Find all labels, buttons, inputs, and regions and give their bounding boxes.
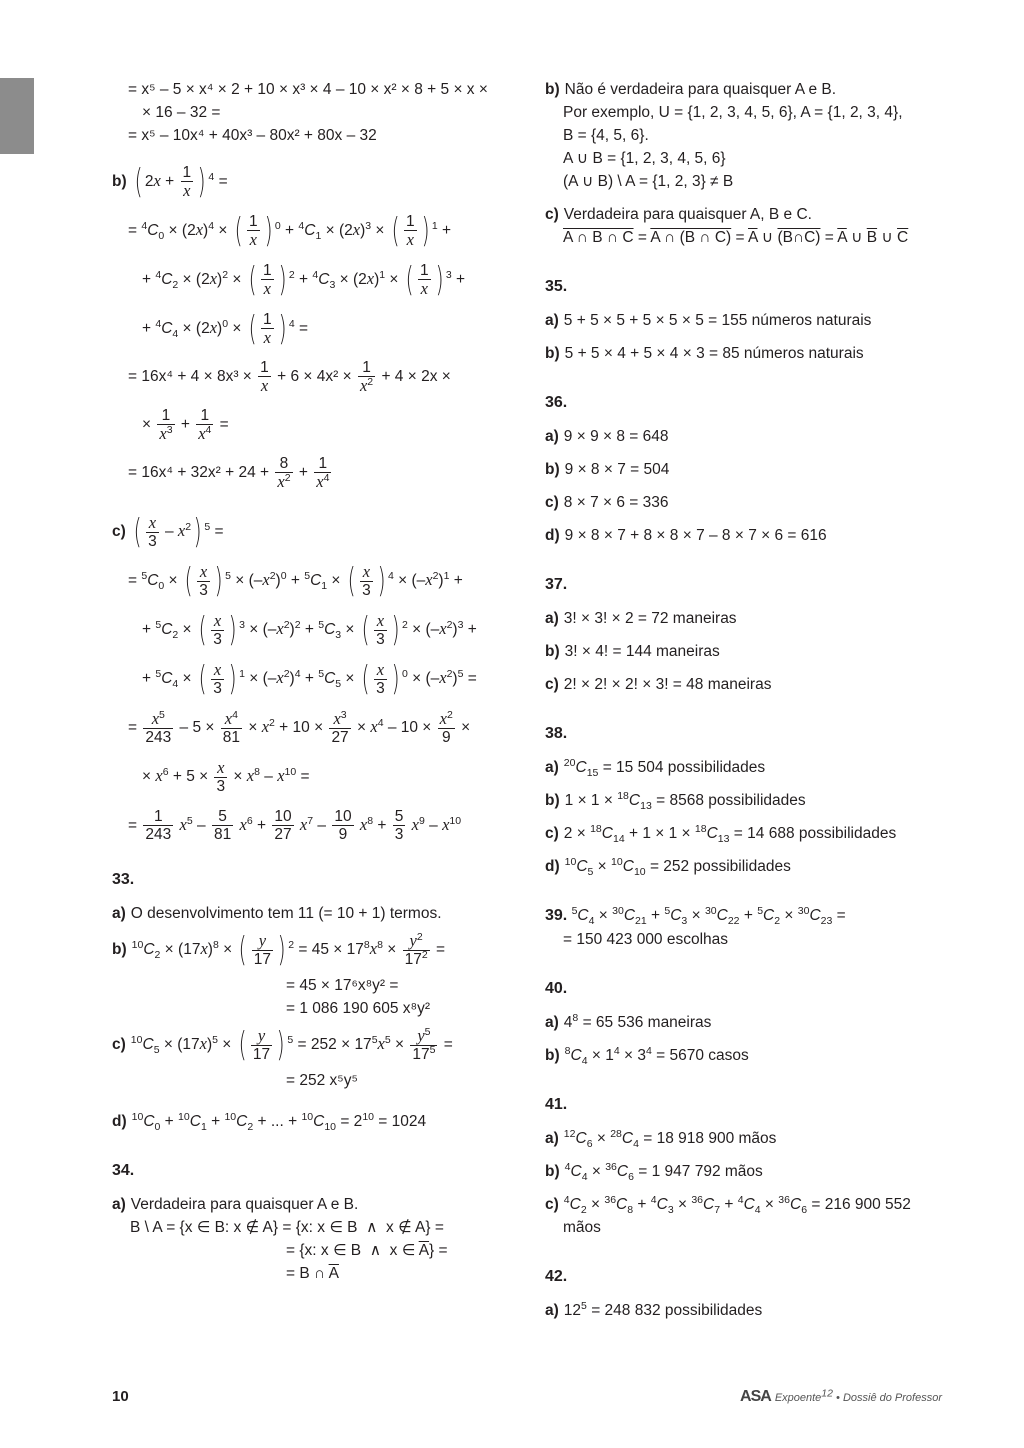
q32b-label: b) — [112, 173, 127, 190]
q33c-line1: c) $^{10}C_5 \times (17x)^5$ × ( $\frac{y}{17}$ ) $^5 = 252 \times 17^5x^5$ × $\frac{y^5}{17^5}$ = — [112, 1024, 453, 1065]
q41a: a) $^{12}C_6 \times ^{28}C_4 = 18$ 918 900 mãos — [545, 1127, 777, 1151]
q34b-ex3: A ∪ B = {1, 2, 3, 4, 5, 6} — [563, 150, 726, 167]
q41c-line2: mãos — [563, 1219, 601, 1236]
q33-number: 33. — [112, 871, 135, 888]
q34b: b) Não é verdadeira para quaisquer A e B. — [545, 81, 837, 98]
q36b: b) 9 × 8 × 7 = 504 — [545, 461, 670, 478]
q32a-line2: × 16 – 32 = — [142, 104, 221, 121]
q35b: b) 5 + 5 × 4 + 5 × 4 × 3 = 85 números naturais — [545, 345, 864, 362]
q38d: d) $^{10}C_5 \times ^{10}C_{10} = 252$ possibilidades — [545, 855, 791, 879]
q42a: a) $12^5 = 248$ 832 possibilidades — [545, 1299, 763, 1319]
q38b: b) $1 \times 1 \times ^{18}C_{13} = 8568$ possibilidades — [545, 789, 806, 813]
q38c: c) $2 \times ^{18}C_{14} + 1 \times 1 \times ^{18}C_{13} = 14$ 688 possibilidades — [545, 822, 897, 846]
q32c-statement: c) ( $\frac{x}{3}$ – $x^2$) $^5$ = — [112, 511, 224, 552]
q34a-line3: = {x: x ∈ B ∧ x ∈ $\overline{A}$} = — [286, 1242, 448, 1259]
q35a: a) 5 + 5 × 5 + 5 × 5 × 5 = 155 números naturais — [545, 312, 872, 329]
footer-brand: ASA Expoente$^{12}$ • Dossiê do Professor — [740, 1387, 942, 1405]
q39-result: = 150 423 000 escolhas — [563, 931, 729, 948]
q36c: c) 8 × 7 × 6 = 336 — [545, 494, 669, 511]
brand-logo: ASA — [740, 1388, 771, 1405]
page-number: 10 — [112, 1388, 129, 1405]
q32c-line4: + $^5C_4$ × ( $\frac{x}{3}$ ) $^1 \times (-x^2)^4 + ^5C_5$ × ( $\frac{x}{3}$ ) $^0 \times (-x^2)^5$ = — [142, 658, 477, 699]
q34b-ex1: Por exemplo, U = {1, 2, 3, 4, 5, 6}, A = {1, 2, 3, 4}, — [563, 104, 903, 121]
q32c-line5: = $\frac{x^5}{243}$ – 5 × $\frac{x^4}{81}$ × $x^2 + 10$ × $\frac{x^3}{27}$ × $x^4 - 10$ × $\frac{x^2}{9}$ × — [128, 708, 471, 746]
q38-number: 38. — [545, 725, 568, 742]
q32c-label: c) — [112, 523, 126, 540]
q33b-line3: = 1 086 190 605 x⁸y² — [286, 1000, 430, 1017]
q32c-line3: + $^5C_2$ × ( $\frac{x}{3}$ ) $^3 \times (-x^2)^2 + ^5C_3$ × ( $\frac{x}{3}$ ) $^2 \times (-x^2)^3$ + — [142, 609, 477, 650]
q33d: d) $^{10}C_0 + ^{10}C_1 + ^{10}C_2$ + ... + $^{10}C_{10} = 2^{10} = 1024$ — [112, 1110, 427, 1134]
q33b-line1: b) $^{10}C_2 \times (17x)^8$ × ( $\frac{y}{17}$ ) $^2 = 45 \times 17^8x^8$ × $\frac{y^2}{17^2}$ = — [112, 929, 446, 970]
chapter-tab — [0, 78, 34, 154]
q40a: a) $4^8 = 65$ 536 maneiras — [545, 1011, 712, 1031]
q34b-ex4: (A ∪ B) \ A = {1, 2, 3} ≠ B — [563, 173, 734, 190]
q35-number: 35. — [545, 278, 568, 295]
q34c: c) Verdadeira para quaisquer A, B e C. — [545, 206, 812, 223]
q32b-line4: + $^4C_4 \times (2x)^0$ × ( $\frac{1}{x}$ ) $^4$ = — [142, 308, 309, 349]
q32c-line6: × $x^6 + 5$ × $\frac{x}{3}$ × $x^8 - x^{10}$ = — [142, 757, 310, 795]
q32a-line1: = x⁵ – 5 × x⁴ × 2 + 10 × x³ × 4 – 10 × x² × 8 + 5 × x × — [128, 81, 488, 98]
q32b-line3: + $^4C_2 \times (2x)^2$ × ( $\frac{1}{x}$ ) $^2 + ^4C_3 \times (2x)^1$ × ( $\frac{1}{x}$ ) $^3$ + — [142, 259, 466, 300]
q34a: a) Verdadeira para quaisquer A e B. — [112, 1196, 359, 1213]
q32b-line2: = $^4C_0 \times (2x)^4$ × ( $\frac{1}{x}$ ) $^0 + ^4C_1 \times (2x)^3$ × ( $\frac{1}{x}$ ) $^1$ + — [128, 210, 452, 251]
q32b-final: = 16x⁴ + 32x² + 24 + $\frac{8}{x^2}$ + $\frac{1}{x^4}$ — [128, 454, 330, 491]
right-column — [545, 78, 965, 1322]
q32c-final: = $\frac{1}{243}$ $x^5$ – $\frac{5}{81}$ $x^6$ + $\frac{10}{27}$ $x^7$ – $\frac{10}{9}$ $x^8$ + $\frac{5}{3}$ $x^9 - x^{10}$ — [128, 808, 462, 844]
q38a: a) $^{20}C_{15} = 15$ 504 possibilidades — [545, 756, 766, 780]
q34-number: 34. — [112, 1162, 135, 1179]
q34a-line4: = B ∩ $\overline{A}$ — [286, 1265, 339, 1282]
q34a-line2: B \ A = {x ∈ B: x ∉ A} = {x: x ∈ B ∧ x ∉ A} = — [130, 1219, 444, 1236]
q37-number: 37. — [545, 576, 568, 593]
q40b: b) $^8C_4 \times 1^4 \times 3^4 = 5670$ casos — [545, 1044, 749, 1068]
q32b-statement: b) ( 2x + $\frac{1}{x}$ ) $^4$ = — [112, 161, 228, 202]
q36a: a) 9 × 9 × 8 = 648 — [545, 428, 669, 445]
q42-number: 42. — [545, 1268, 568, 1285]
q37c: c) 2! × 2! × 2! × 3! = 48 maneiras — [545, 676, 772, 693]
q41b: b) $^4C_4 \times ^{36}C_6 = 1$ 947 792 mãos — [545, 1160, 763, 1184]
q33a: a) O desenvolvimento tem 11 (= 10 + 1) termos. — [112, 905, 442, 922]
q32a-line3: = x⁵ – 10x⁴ + 40x³ – 80x² + 80x – 32 — [128, 127, 377, 144]
q36d: d) 9 × 8 × 7 + 8 × 8 × 7 – 8 × 7 × 6 = 616 — [545, 527, 827, 544]
q34b-ex2: B = {4, 5, 6}. — [563, 127, 649, 144]
q33b-line2: = 45 × 17⁶x⁸y² = — [286, 977, 399, 994]
q41c: c) $^4C_2 \times ^{36}C_8 + ^4C_3 \times ^{36}C_7 + ^4C_4 \times ^{36}C_6 = 216$ 900 552 — [545, 1193, 911, 1217]
q40-number: 40. — [545, 980, 568, 997]
q32c-line2: = $^5C_0$ × ( $\frac{x}{3}$ ) $^5 \times (-x^2)^0 + ^5C_1$ × ( $\frac{x}{3}$ ) $^4 \times (-x^2)^1$ + — [128, 560, 463, 601]
q33c-line2: = 252 x⁵y⁵ — [286, 1072, 358, 1089]
left-column — [112, 78, 522, 1285]
q36-number: 36. — [545, 394, 568, 411]
q32b-line6: × $\frac{1}{x^3}$ + $\frac{1}{x^4}$ = — [142, 406, 229, 443]
q39: 39. $^5C_4 \times ^{30}C_{21} + ^5C_3 \times ^{30}C_{22} + ^5C_2 \times ^{30}C_{23}$ = — [545, 904, 846, 928]
q34c-line2: A ∩ B ∩ C = A ∩ (B ∩ $C) = \overline{A}$ ∪ (B∩C) = $\overline{A}$ ∪ $\overline{B}$ ∪ $\overline{C}$ — [563, 229, 909, 246]
q41-number: 41. — [545, 1096, 568, 1113]
q37b: b) 3! × 4! = 144 maneiras — [545, 643, 720, 660]
q32b-line5: = 16x⁴ + 4 × 8x³ × $\frac{1}{x}$ + 6 × 4x² × $\frac{1}{x^2}$ + 4 × 2x × — [128, 358, 451, 395]
q37a: a) 3! × 3! × 2 = 72 maneiras — [545, 610, 737, 627]
